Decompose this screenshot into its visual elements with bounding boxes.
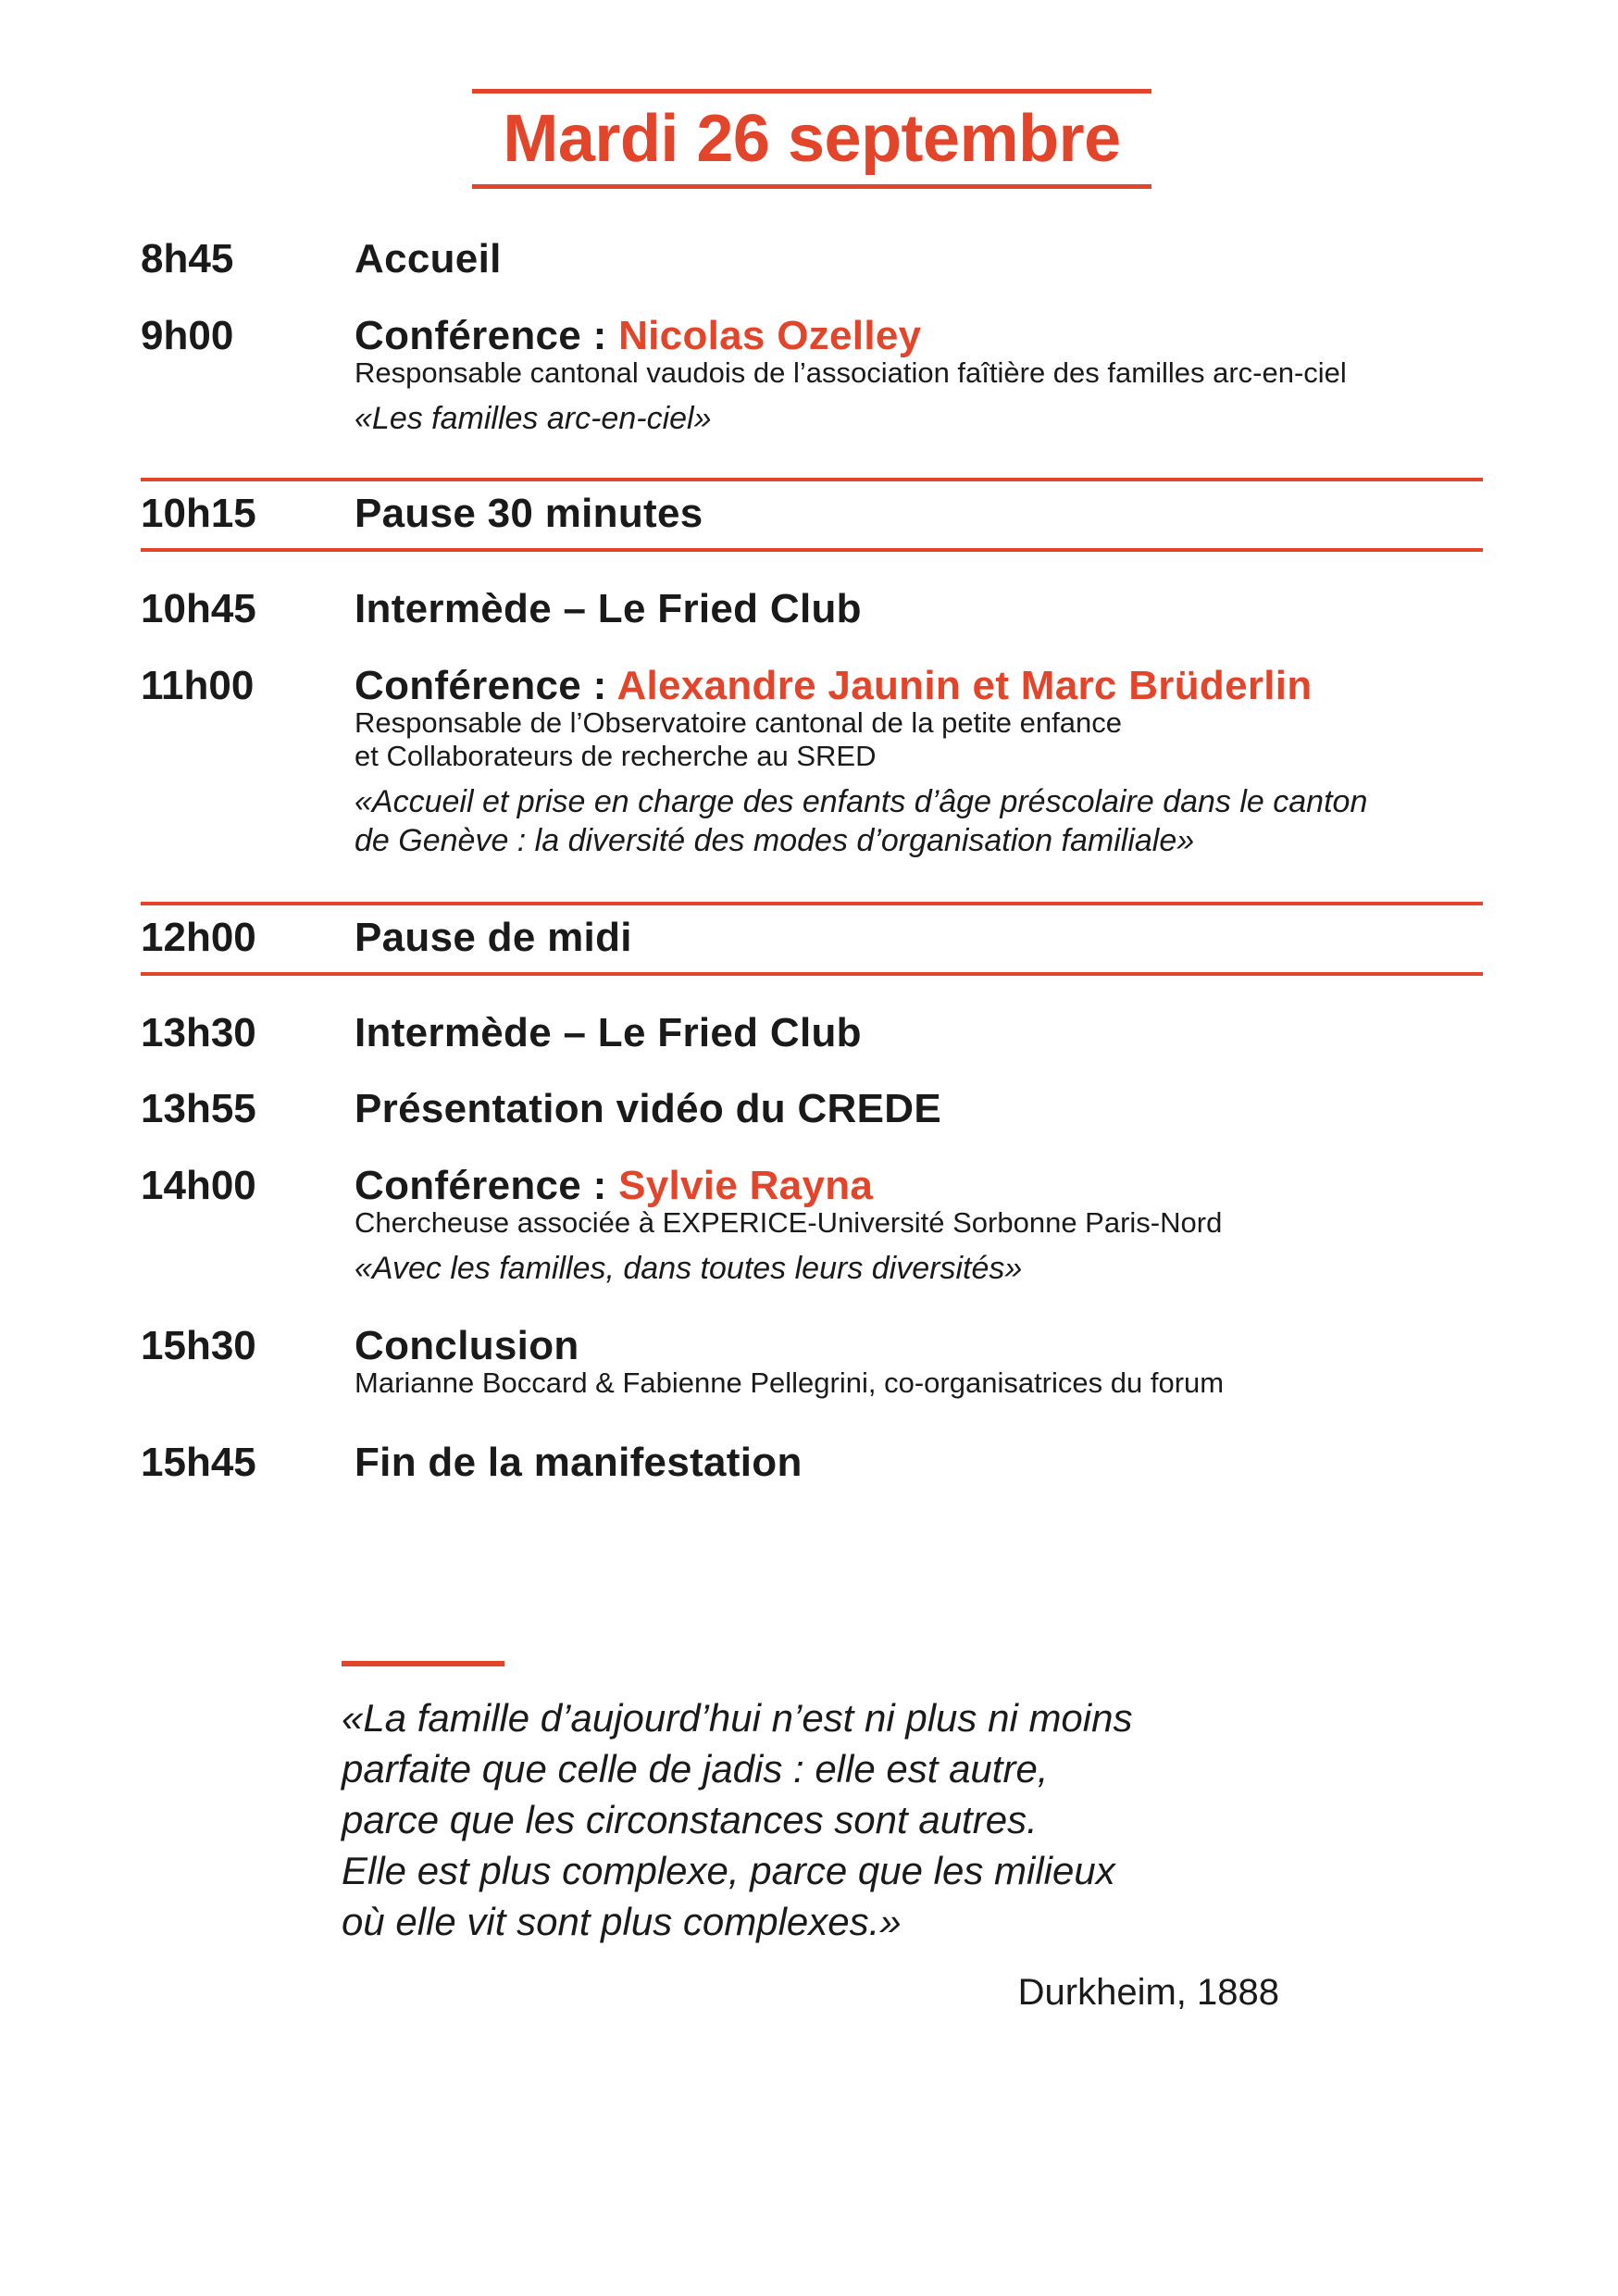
schedule-time: 12h00 (141, 915, 256, 960)
speaker-role: et Collaborateurs de recherche au SRED (355, 740, 877, 772)
speaker-name: Nicolas Ozelley (618, 313, 922, 358)
schedule-label: Pause 30 minutes (355, 491, 703, 536)
schedule-time: 9h00 (141, 313, 234, 358)
schedule-time: 8h45 (141, 236, 234, 281)
schedule-label: Pause de midi (355, 915, 632, 960)
quote-line: parfaite que celle de jadis : elle est autre, (342, 1747, 1049, 1791)
talk-title-line: de Genève : la diversité des modes d’organisation familiale» (355, 823, 1195, 858)
speaker-name: Sylvie Rayna (618, 1163, 874, 1208)
schedule-label: Conférence : (355, 1163, 619, 1208)
schedule-label: Fin de la manifestation (355, 1440, 803, 1485)
speaker-role: Marianne Boccard & Fabienne Pellegrini, co-organisatrices du forum (355, 1366, 1225, 1399)
schedule-time: 15h45 (141, 1440, 256, 1485)
schedule-label: Intermède – Le Fried Club (355, 586, 862, 631)
speaker-name: Alexandre Jaunin et Marc Brüderlin (616, 663, 1313, 708)
quote-line: parce que les circonstances sont autres. (342, 1798, 1038, 1841)
talk-title-line: «Accueil et prise en charge des enfants d’âge préscolaire dans le canton (355, 784, 1368, 819)
quote-line: Elle est plus complexe, parce que les milieux (342, 1849, 1115, 1892)
quote-line: «La famille d’aujourd’hui n’est ni plus ni moins (342, 1696, 1133, 1740)
schedule-label: Conclusion (355, 1323, 579, 1368)
schedule-label: Conférence : (355, 313, 619, 358)
schedule-label: Accueil (355, 236, 502, 281)
schedule-label: Présentation vidéo du CREDE (355, 1086, 941, 1131)
talk-title: «Les familles arc-en-ciel» (355, 401, 712, 436)
speaker-role: Chercheuse associée à EXPERICE-Université Sorbonne Paris-Nord (355, 1206, 1223, 1239)
speaker-role: Responsable cantonal vaudois de l’association faîtière des familles arc-en-ciel (355, 356, 1347, 389)
schedule-label: Intermède – Le Fried Club (355, 1010, 862, 1055)
schedule-item-pause-midi (141, 902, 1483, 976)
quote-divider (342, 1661, 504, 1666)
speaker-role: Responsable de l’Observatoire cantonal de la petite enfance (355, 706, 1122, 739)
quote-block (342, 1692, 1360, 1947)
schedule-item-pause-30 (141, 478, 1483, 552)
quote-line: où elle vit sont plus complexes.» (342, 1900, 902, 1943)
talk-title: «Avec les familles, dans toutes leurs diversités» (355, 1251, 1023, 1286)
schedule-time: 11h00 (141, 663, 255, 708)
schedule-time: 10h15 (141, 491, 256, 536)
schedule-time: 14h00 (141, 1163, 256, 1208)
schedule-label: Conférence : (355, 663, 617, 708)
schedule-time: 13h55 (141, 1086, 256, 1131)
page-title-frame (472, 89, 1151, 189)
schedule-time: 10h45 (141, 586, 256, 631)
schedule-time: 15h30 (141, 1323, 256, 1368)
quote-attribution: Durkheim, 1888 (1017, 1972, 1279, 2013)
page-title: Mardi 26 septembre (503, 102, 1121, 176)
schedule-time: 13h30 (141, 1010, 256, 1055)
